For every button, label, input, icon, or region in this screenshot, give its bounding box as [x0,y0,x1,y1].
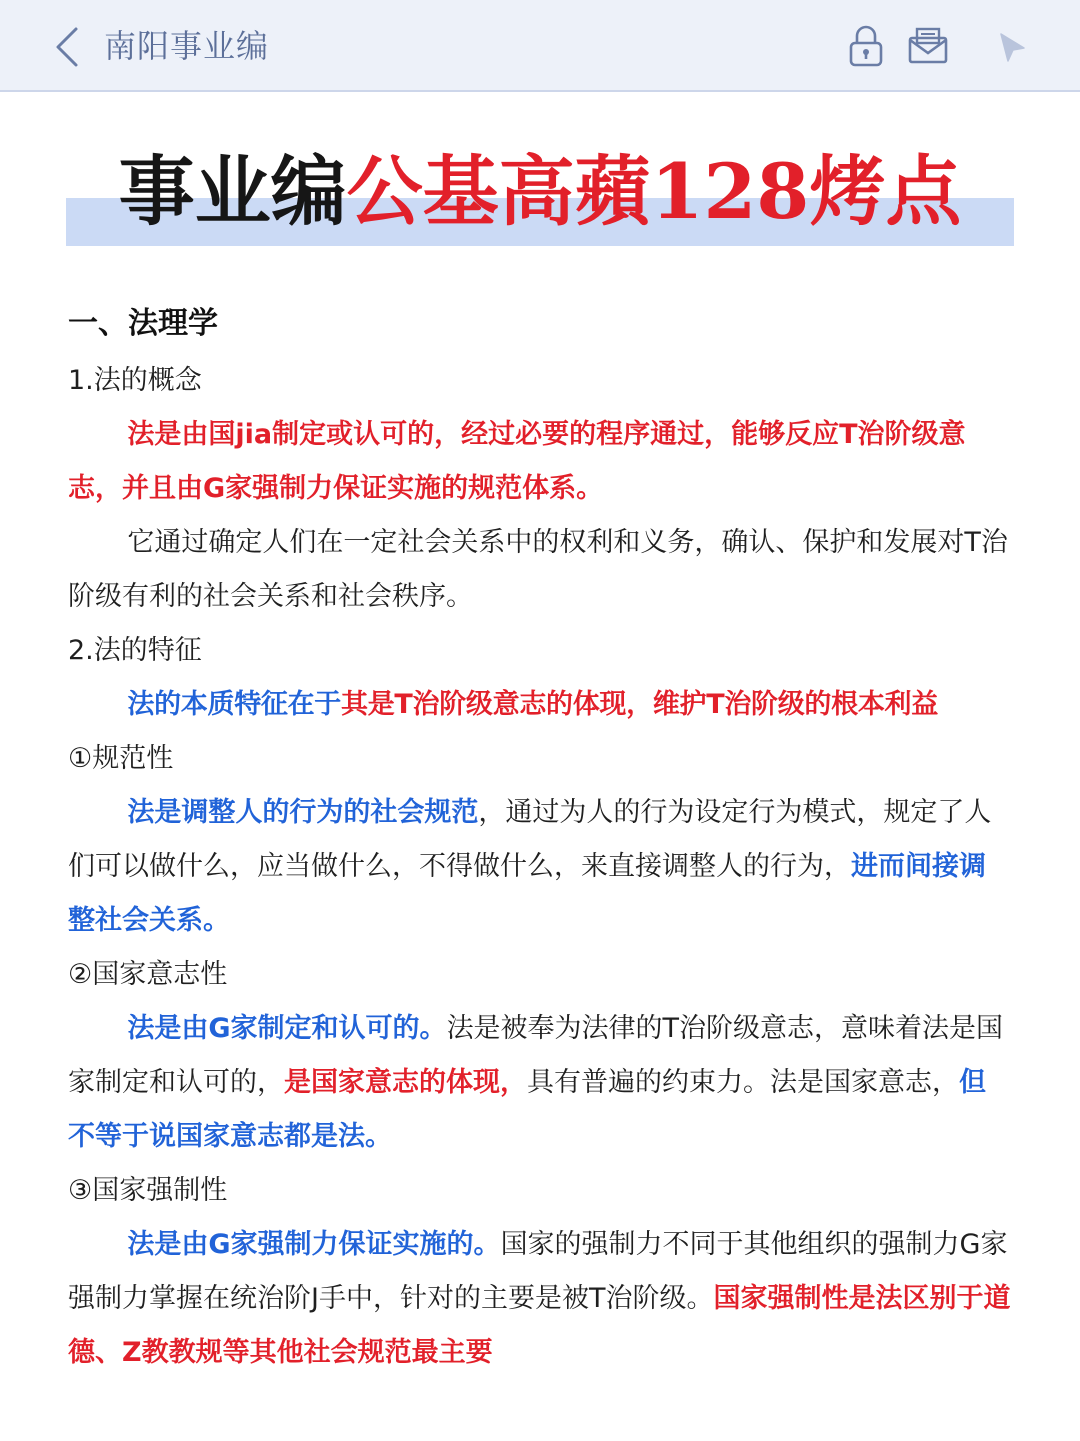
concept-definition-text: 法是由国jia制定或认可的，经过必要的程序通过，能够反应T治阶级意志，并且由G家强制力保证实施的规范体系。 [68,419,966,504]
coercion-text: 国家的强制力不同于其他组织的强制力G家强制力掌握在统治阶J手中，针对的主要是被T治阶级。 [68,1229,1008,1314]
nav-bar [0,0,1080,92]
feature-normative-text [68,786,1012,948]
feature-heading-coercion: ③国家强制性 [68,1175,228,1206]
item-heading-concept: 1.法的概念 [68,365,202,396]
nav-title: 南阳事业编 [104,27,270,65]
normative-text: ，通过为人的行为设定行为模式，规定了人们可以做什么，应当做什么，不得做什么，来直接调整人的行为， [68,797,992,882]
state-will-text-2: 具有普遍的约束力。法是国家意志， [527,1067,959,1098]
state-will-blue-2: 但不等于说国家意志都是法。 [68,1067,986,1152]
feature-heading-state-will: ②国家意志性 [68,959,228,990]
lock-icon[interactable] [846,24,886,68]
article-body [68,300,1012,1380]
concept-function: 它通过确定人们在一定社会关系中的权利和义务，确认、保护和发展对T治阶级有利的社会关系和社会秩序。 [68,527,1008,612]
normative-blue-2: 进而间接调整社会关系。 [68,851,986,936]
title-part-red: 公基高蘋128烤点 [346,147,962,236]
state-will-text-1: 法是被奉为法律的T治阶级意志，意味着法是国家制定和认可的， [68,1013,1004,1098]
essence-red: 其是T治阶级意志的体现，维护T治阶级的根本利益 [341,689,938,720]
feature-heading-normative: ①规范性 [68,743,174,774]
feature-coercion-text [68,1218,1012,1380]
feature-state-will-text [68,1002,1012,1164]
coercion-blue: 法是由G家强制力保证实施的。 [127,1229,501,1260]
concept-definition [68,408,1012,516]
send-icon[interactable] [996,24,1028,68]
coercion-red: 国家强制性是法区别于道德、Z教教规等其他社会规范最主要 [68,1283,1011,1368]
essence-line [68,678,1012,732]
essence-blue: 法的本质特征在于 [127,689,341,720]
chevron-left-icon[interactable] [52,26,82,68]
normative-blue-1: 法是调整人的行为的社会规范 [127,797,479,828]
title-part-black: 事业编 [118,147,347,236]
item-heading-features: 2.法的特征 [68,635,202,666]
title-block [66,140,1014,250]
state-will-blue-1: 法是由G家制定和认可的。 [127,1013,447,1044]
section-heading: 一、法理学 [68,306,218,341]
page-title [66,144,1014,240]
state-will-red: 是国家意志的体现， [284,1067,527,1098]
mail-icon[interactable] [906,24,950,68]
